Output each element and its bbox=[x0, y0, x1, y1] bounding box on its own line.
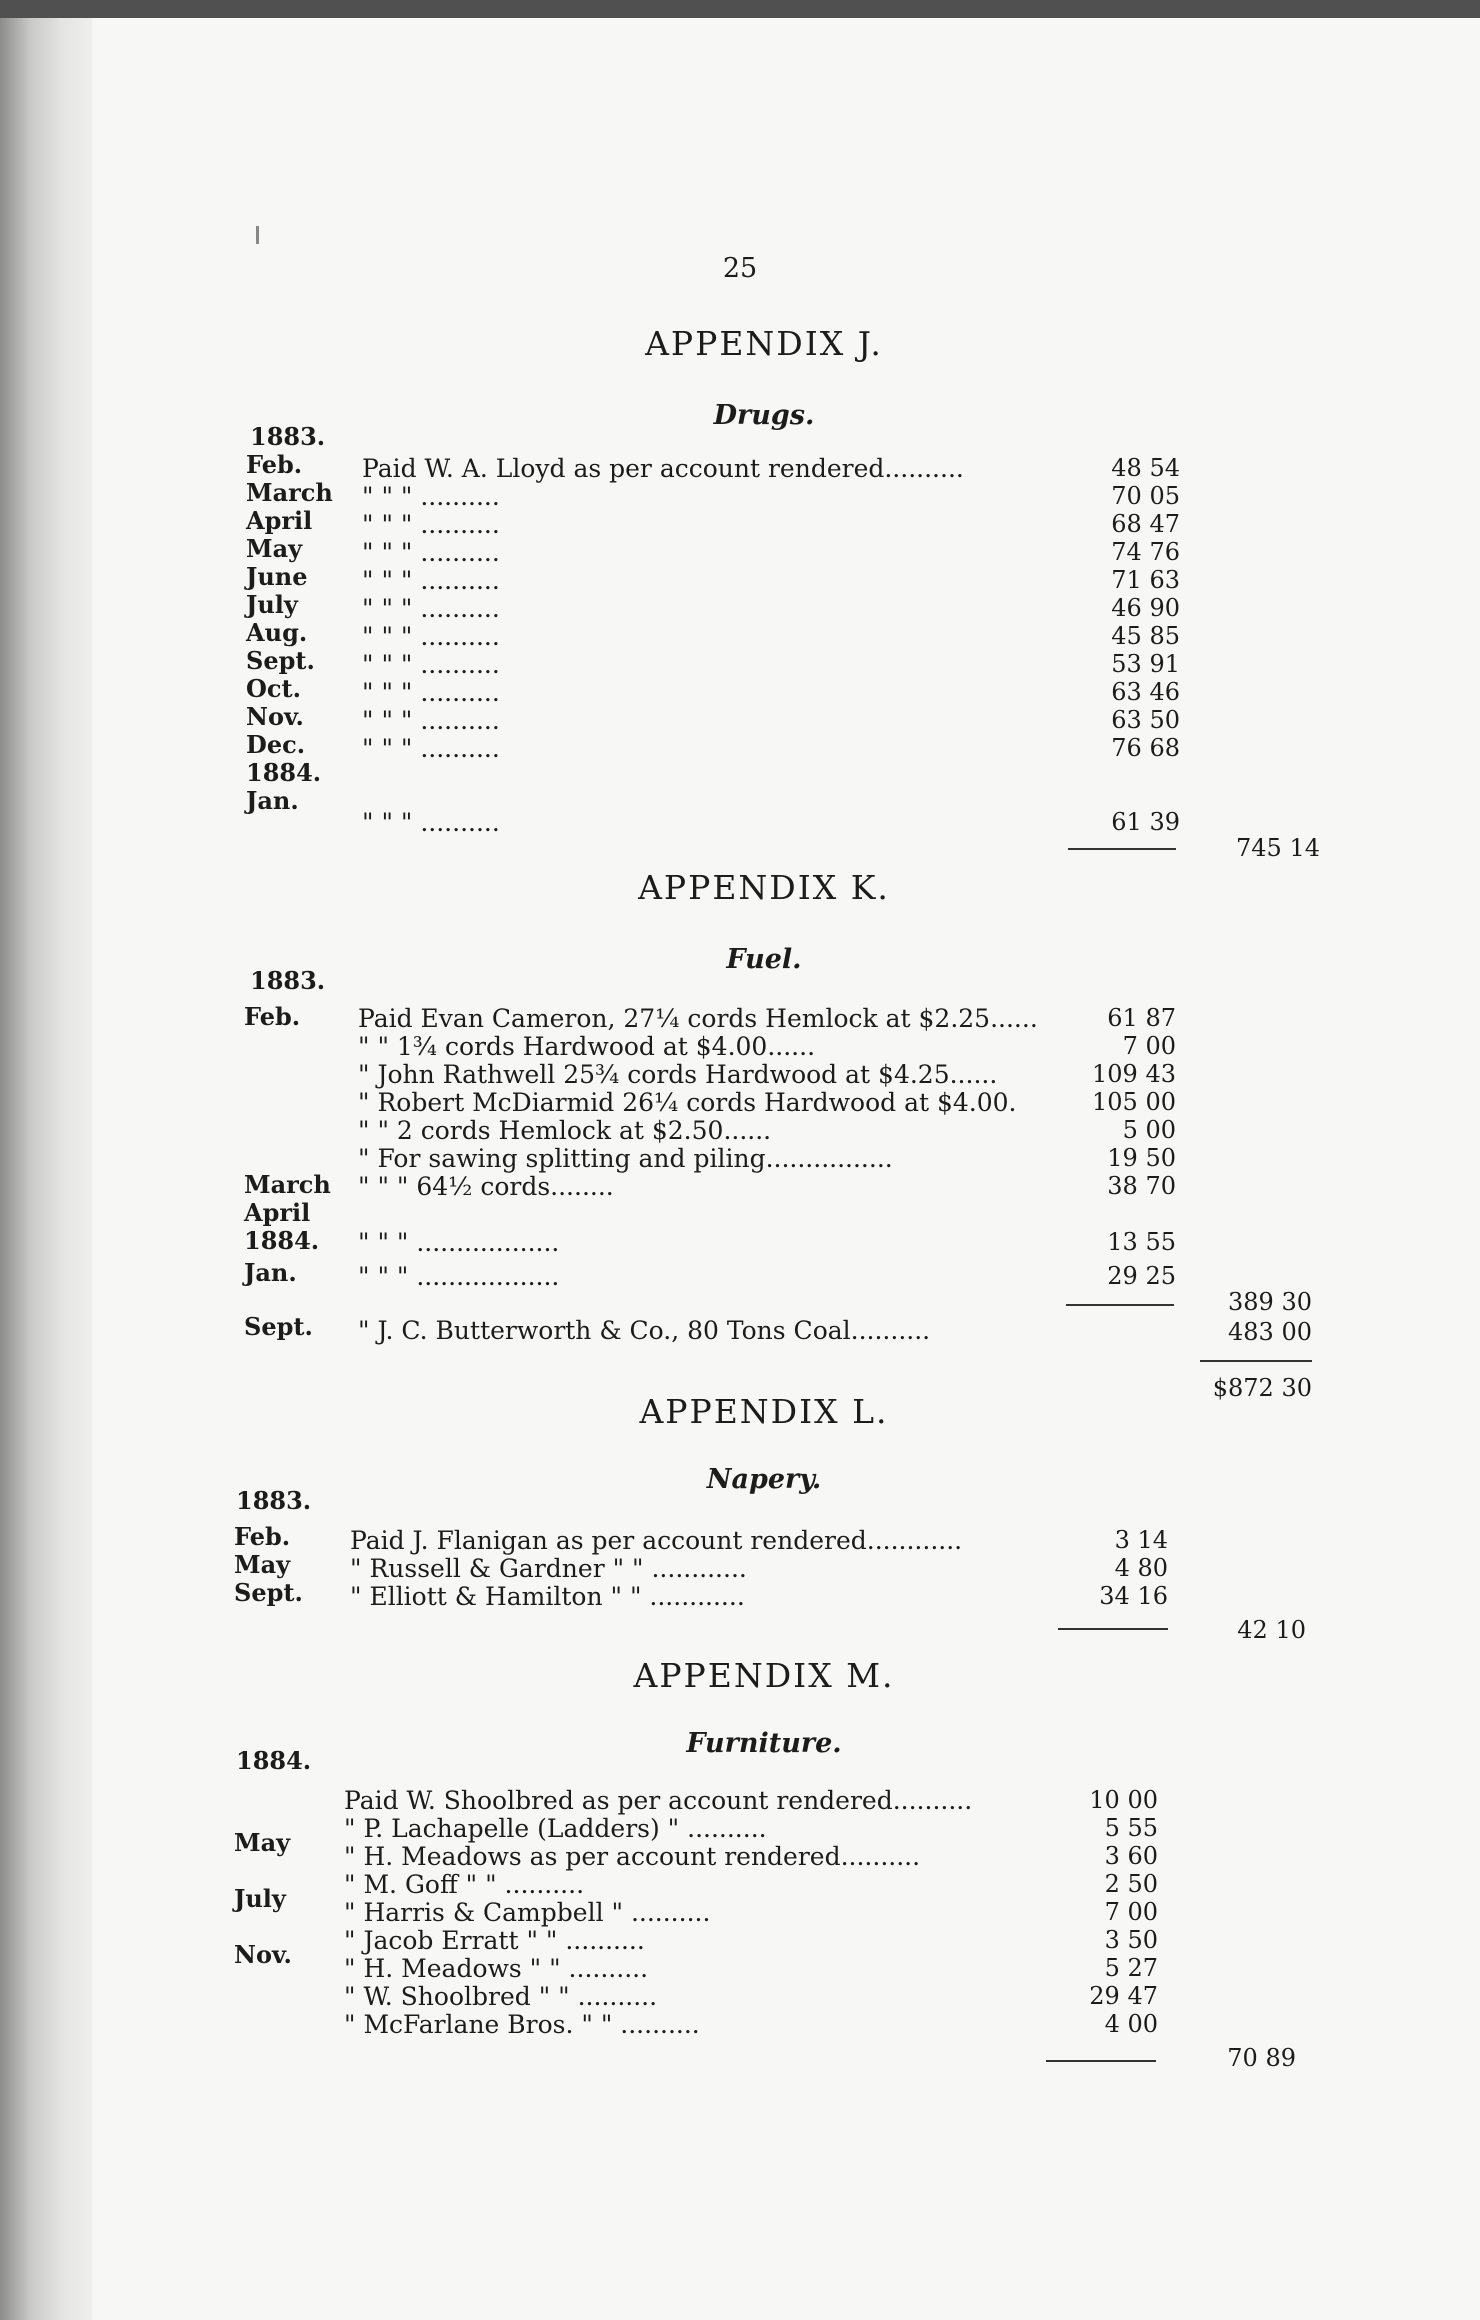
month-label: Feb. bbox=[244, 1002, 301, 1031]
ledger-description: " " 1¾ cords Hardwood at $4.00...... bbox=[358, 1032, 816, 1061]
ledger-amount: 109 43 bbox=[1092, 1060, 1176, 1088]
ledger-amount: 5 55 bbox=[1104, 1814, 1158, 1842]
appendix-l-heading: APPENDIX L. bbox=[639, 1392, 889, 1431]
ledger-description: " Harris & Campbell " .......... bbox=[344, 1898, 711, 1927]
ledger-description: " " 2 cords Hemlock at $2.50...... bbox=[358, 1116, 772, 1145]
month-label: June bbox=[246, 562, 308, 591]
appendix-k-subtotal: 389 30 bbox=[1228, 1288, 1312, 1316]
ledger-amount: 2 50 bbox=[1104, 1870, 1158, 1898]
month-label: Sept. bbox=[246, 646, 315, 675]
appendix-k-coal-total: 483 00 bbox=[1228, 1318, 1312, 1346]
month-label: Aug. bbox=[246, 618, 308, 647]
ledger-amount: 63 46 bbox=[1111, 678, 1180, 706]
ledger-description: " H. Meadows as per account rendered.......... bbox=[344, 1842, 921, 1871]
appendix-m-subtitle: Furniture. bbox=[686, 1728, 842, 1759]
ledger-amount: 7 00 bbox=[1122, 1032, 1176, 1060]
ledger-description: " " " .......... bbox=[362, 734, 500, 763]
ledger-amount: 70 05 bbox=[1111, 482, 1180, 510]
ledger-description: Paid W. Shoolbred as per account rendered.......... bbox=[344, 1786, 973, 1815]
ledger-amount: 19 50 bbox=[1107, 1144, 1176, 1172]
month-label: Dec. bbox=[246, 730, 306, 759]
month-label: Feb. bbox=[234, 1522, 291, 1551]
ledger-description: " " " .......... bbox=[362, 538, 500, 567]
ledger-amount: 29 25 bbox=[1107, 1262, 1176, 1290]
ledger-description: Paid Evan Cameron, 27¼ cords Hemlock at $2.25...... bbox=[358, 1004, 1038, 1033]
ledger-description: " P. Lachapelle (Ladders) " .......... bbox=[344, 1814, 767, 1843]
ledger-description: " Jacob Erratt " " .......... bbox=[344, 1926, 645, 1955]
ledger-amount: 105 00 bbox=[1092, 1088, 1176, 1116]
appendix-k-subtitle: Fuel. bbox=[726, 944, 802, 975]
appendix-m-heading: APPENDIX M. bbox=[633, 1656, 895, 1695]
appendix-k-heading: APPENDIX K. bbox=[638, 868, 890, 907]
month-label: 1884. bbox=[244, 1226, 320, 1255]
ledger-amount: 10 00 bbox=[1089, 1786, 1158, 1814]
ledger-amount: 63 50 bbox=[1111, 706, 1180, 734]
month-label: 1884. bbox=[246, 758, 322, 787]
month-label: May bbox=[246, 534, 303, 563]
appendix-j-subtitle: Drugs. bbox=[713, 400, 815, 431]
ledger-amount: 3 50 bbox=[1104, 1926, 1158, 1954]
appendix-j-total: 745 14 bbox=[1236, 834, 1320, 862]
ledger-description: " John Rathwell 25¾ cords Hardwood at $4.25...... bbox=[358, 1060, 998, 1089]
ledger-description: " " " .................. bbox=[358, 1262, 560, 1291]
scan-top-edge bbox=[0, 0, 1480, 18]
month-label: April bbox=[246, 506, 313, 535]
appendix-k-grand-rule bbox=[1200, 1360, 1312, 1362]
ledger-amount: 48 54 bbox=[1111, 454, 1180, 482]
ledger-description: " W. Shoolbred " " .......... bbox=[344, 1982, 658, 2011]
ledger-description: " " " .......... bbox=[362, 678, 500, 707]
appendix-l-sum-rule bbox=[1058, 1628, 1168, 1630]
ledger-description: " " " .......... bbox=[362, 594, 500, 623]
ledger-amount: 71 63 bbox=[1111, 566, 1180, 594]
ledger-description: " McFarlane Bros. " " .......... bbox=[344, 2010, 700, 2039]
ledger-amount: 13 55 bbox=[1107, 1228, 1176, 1256]
ledger-amount: 38 70 bbox=[1107, 1172, 1176, 1200]
ledger-description: " For sawing splitting and piling................ bbox=[358, 1144, 893, 1173]
ledger-amount: 68 47 bbox=[1111, 510, 1180, 538]
ledger-amount: 61 39 bbox=[1111, 808, 1180, 836]
month-label: Nov. bbox=[234, 1940, 292, 1969]
appendix-m-year: 1884. bbox=[236, 1746, 312, 1775]
appendix-l-total: 42 10 bbox=[1237, 1616, 1306, 1644]
ledger-description: " " " .......... bbox=[362, 622, 500, 651]
month-label: Oct. bbox=[246, 674, 301, 703]
margin-mark bbox=[256, 226, 259, 244]
month-label: Sept. bbox=[234, 1578, 303, 1607]
appendix-k-year: 1883. bbox=[250, 966, 326, 995]
ledger-amount: 3 60 bbox=[1104, 1842, 1158, 1870]
month-label: May bbox=[234, 1828, 291, 1857]
ledger-amount: 74 76 bbox=[1111, 538, 1180, 566]
ledger-description: " J. C. Butterworth & Co., 80 Tons Coal.......... bbox=[358, 1316, 931, 1345]
ledger-description: " " " 64½ cords........ bbox=[358, 1172, 614, 1201]
appendix-j-heading: APPENDIX J. bbox=[645, 324, 883, 363]
ledger-description: Paid J. Flanigan as per account rendered............ bbox=[350, 1526, 963, 1555]
month-label: July bbox=[246, 590, 298, 619]
ledger-amount: 3 14 bbox=[1114, 1526, 1168, 1554]
ledger-amount: 34 16 bbox=[1099, 1582, 1168, 1610]
ledger-amount: 5 27 bbox=[1104, 1954, 1158, 1982]
ledger-amount: 76 68 bbox=[1111, 734, 1180, 762]
ledger-amount: 7 00 bbox=[1104, 1898, 1158, 1926]
ledger-description: Paid W. A. Lloyd as per account rendered.......... bbox=[362, 454, 964, 483]
ledger-description: " " " .......... bbox=[362, 482, 500, 511]
month-label: May bbox=[234, 1550, 291, 1579]
page-number: 25 bbox=[722, 253, 758, 284]
month-label: March bbox=[244, 1170, 331, 1199]
ledger-amount: 53 91 bbox=[1111, 650, 1180, 678]
ledger-description: " Elliott & Hamilton " " ............ bbox=[350, 1582, 745, 1611]
month-label: Sept. bbox=[244, 1312, 313, 1341]
ledger-amount: 4 80 bbox=[1114, 1554, 1168, 1582]
ledger-amount: 5 00 bbox=[1122, 1116, 1176, 1144]
ledger-description: " M. Goff " " .......... bbox=[344, 1870, 585, 1899]
month-label: April bbox=[244, 1198, 311, 1227]
book-spine-shadow bbox=[0, 18, 92, 2320]
ledger-amount: 29 47 bbox=[1089, 1982, 1158, 2010]
appendix-m-total: 70 89 bbox=[1227, 2044, 1296, 2072]
ledger-amount: 46 90 bbox=[1111, 594, 1180, 622]
appendix-k-sum-rule bbox=[1066, 1304, 1174, 1306]
appendix-k-grand-total: $872 30 bbox=[1212, 1374, 1312, 1402]
ledger-description: " Russell & Gardner " " ............ bbox=[350, 1554, 747, 1583]
ledger-description: " " " .......... bbox=[362, 808, 500, 837]
ledger-description: " " " .................. bbox=[358, 1228, 560, 1257]
month-label: July bbox=[234, 1884, 286, 1913]
appendix-j-sum-rule bbox=[1068, 848, 1176, 850]
ledger-description: " " " .......... bbox=[362, 650, 500, 679]
month-label: March bbox=[246, 478, 333, 507]
ledger-description: " H. Meadows " " .......... bbox=[344, 1954, 649, 1983]
ledger-description: " " " .......... bbox=[362, 706, 500, 735]
ledger-description: " " " .......... bbox=[362, 510, 500, 539]
appendix-m-sum-rule bbox=[1046, 2060, 1156, 2062]
ledger-amount: 4 00 bbox=[1104, 2010, 1158, 2038]
month-label: Feb. bbox=[246, 450, 303, 479]
month-label: Nov. bbox=[246, 702, 304, 731]
appendix-l-year: 1883. bbox=[236, 1486, 312, 1515]
ledger-description: " Robert McDiarmid 26¼ cords Hardwood at $4.00. bbox=[358, 1088, 1017, 1117]
ledger-amount: 61 87 bbox=[1107, 1004, 1176, 1032]
ledger-amount: 45 85 bbox=[1111, 622, 1180, 650]
ledger-description: " " " .......... bbox=[362, 566, 500, 595]
month-label: Jan. bbox=[244, 1258, 297, 1287]
month-label: Jan. bbox=[246, 786, 299, 815]
appendix-j-year: 1883. bbox=[250, 422, 326, 451]
appendix-l-subtitle: Napery. bbox=[706, 1464, 822, 1495]
